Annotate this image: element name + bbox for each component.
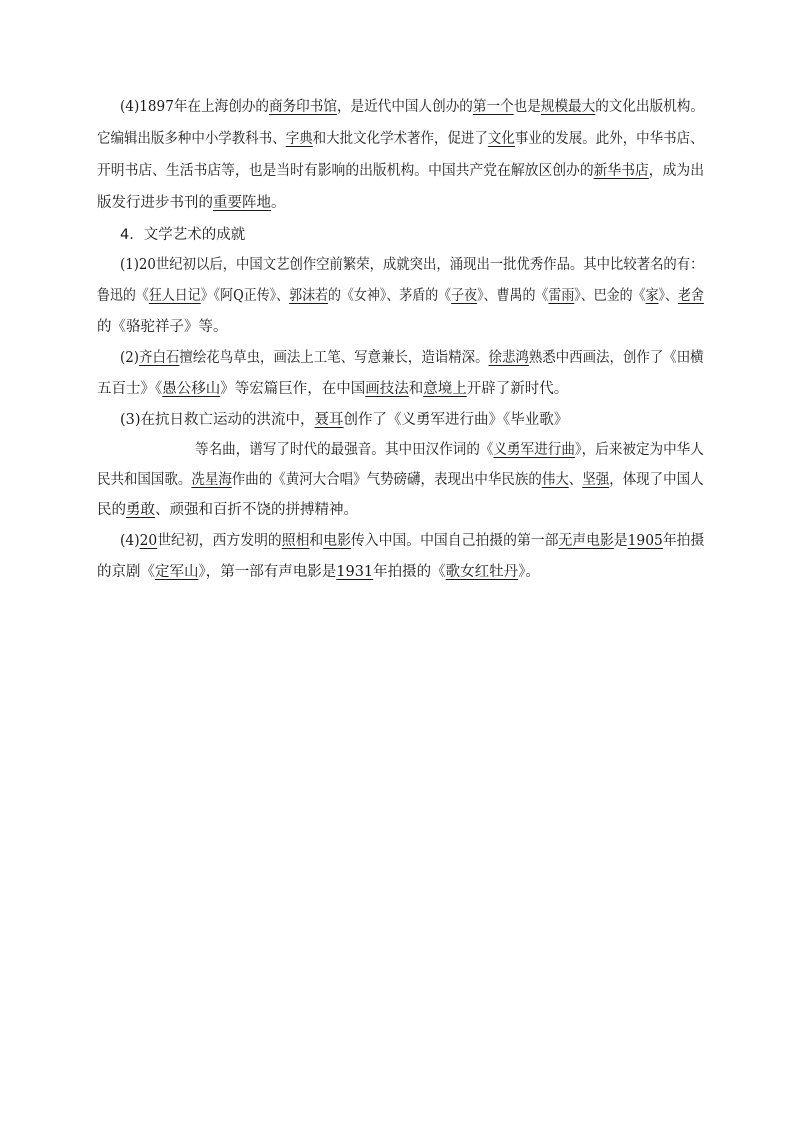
text-run: 也是 (513, 99, 541, 115)
underlined-answer: 字典 (285, 131, 313, 147)
text-run: 鲁迅的《 (97, 288, 149, 304)
text-run: 它编辑出版多种中小学教科书、 (97, 131, 286, 147)
underlined-answer: 老舍 (678, 288, 704, 304)
text-run: 》，后来被定为中华人 (574, 442, 704, 458)
text-run: 和 (309, 533, 324, 549)
underlined-answer: 歌女红牡丹 (445, 564, 519, 580)
text-run: (2) (120, 350, 140, 366)
text-run: 》、 (658, 288, 679, 304)
underlined-answer: 雷雨 (548, 288, 575, 304)
text-run: 开辟了新时代。 (466, 381, 569, 397)
underlined-answer: 电影 (323, 533, 351, 549)
text-line (195, 441, 704, 459)
text-run: 擅绘花鸟草虫，画法上工笔、写意兼长，造诣精深。 (179, 350, 489, 366)
text-run: 和 (408, 381, 424, 397)
text-line (120, 256, 704, 274)
text-line (97, 563, 540, 581)
underlined-answer: 愚公移山 (162, 381, 221, 397)
underlined-answer: 勇敢 (126, 502, 155, 518)
text-run: 是 (613, 533, 628, 549)
text-line (97, 318, 228, 336)
text-run: 的京剧《 (97, 564, 155, 580)
underlined-answer: 照相 (281, 533, 310, 549)
text-run: 的《骆驼祥子》等。 (97, 319, 228, 335)
text-run: 》、曹禺的《 (477, 288, 549, 304)
underlined-answer: 定军山 (155, 564, 199, 580)
text-run: ，是近代中国人创办的 (336, 99, 473, 115)
text-run: 五百士》《 (97, 381, 163, 397)
text-run: 的《女神》、茅盾的《 (328, 288, 452, 304)
text-run: 。 (271, 195, 286, 211)
text-line (97, 471, 704, 489)
text-run: (4)1897年在上海创办的 (120, 99, 270, 115)
underlined-answer: 文化 (487, 131, 515, 147)
text-run: 传入中国。中国自己拍摄的第一部 (350, 533, 559, 549)
text-run: ，体现了中国人 (609, 472, 704, 488)
text-run: 作曲的《黄河大合唱》气势磅礴，表现出中华民族的 (231, 472, 542, 488)
underlined-answer: 伟大 (541, 472, 569, 488)
underlined-answer: 冼星海 (191, 472, 232, 488)
text-run: 》《阿Q正传》、 (200, 288, 290, 304)
text-run: ，成为出 (648, 163, 704, 179)
text-line (97, 380, 568, 398)
text-run: 事业的发展。此外，中华书店、 (514, 131, 704, 147)
text-run: 》、巴金的《 (574, 288, 646, 304)
underlined-answer: 齐白石 (139, 350, 180, 366)
text-run: 和大批文化学术著作，促进了 (312, 131, 488, 147)
text-run: 》。 (518, 564, 540, 580)
underlined-answer: 20 (139, 533, 158, 549)
section-heading-text: 4．文学艺术的成就 (120, 227, 246, 243)
underlined-answer: 无声电影 (558, 533, 614, 549)
text-run: 年拍摄的《 (373, 564, 446, 580)
text-run: 开明书店、生活书店等，也是当时有影响的出版机构。中国共产党在解放区创办的 (97, 163, 594, 179)
text-line (97, 194, 286, 212)
underlined-answer: 重要阵地 (213, 195, 271, 211)
underlined-answer: 子夜 (451, 288, 478, 304)
underlined-answer: 家 (645, 288, 659, 304)
text-run: 等名曲，谱写了时代的最强音。其中田汉作词的《 (195, 442, 494, 458)
text-line (97, 501, 358, 519)
text-line (120, 411, 568, 429)
underlined-answer: 狂人日记 (148, 288, 201, 304)
underlined-answer: 1931 (336, 564, 374, 580)
text-run: 、顽强和百折不饶的拼搏精神。 (155, 502, 358, 518)
underlined-answer: 坚强 (582, 472, 610, 488)
text-run: 年拍摄 (662, 533, 705, 549)
underlined-answer: 规模最大 (540, 99, 596, 115)
underlined-answer: 意境上 (423, 381, 467, 397)
underlined-answer: 郭沫若 (289, 288, 329, 304)
underlined-answer: 第一个 (472, 99, 514, 115)
text-run: (3)在抗日救亡运动的洪流中， (120, 412, 315, 428)
text-run: 、 (568, 472, 583, 488)
text-line (97, 130, 704, 148)
underlined-answer: 聂耳 (314, 412, 344, 428)
underlined-answer: 画技法 (365, 381, 409, 397)
text-line (97, 287, 704, 305)
text-run: 熟悉中西画法，创作了《田横 (528, 350, 704, 366)
text-run: (1)20世纪初以后，中国文艺创作空前繁荣，成就突出，涌现出一批优秀作品。其中比较著名的有： (120, 257, 704, 273)
text-run: 创作了《义勇军进行曲》《毕业歌》 (343, 412, 569, 428)
text-run: (4) (120, 533, 140, 549)
text-run: 》等宏篇巨作，在中国 (220, 381, 366, 397)
text-run: 的文化出版机构。 (595, 99, 704, 115)
underlined-answer: 徐悲鸿 (488, 350, 529, 366)
text-line (120, 532, 704, 550)
underlined-answer: 商务印书馆 (269, 99, 337, 115)
underlined-answer: 新华书店 (593, 163, 649, 179)
text-run: 》，第一部有声电影是 (198, 564, 337, 580)
text-run: 版发行进步书刊的 (97, 195, 213, 211)
text-line (120, 349, 704, 367)
text-run: 世纪初，西方发明的 (157, 533, 282, 549)
text-run: 民的 (97, 502, 126, 518)
text-run: 民共和国国歌。 (97, 472, 192, 488)
underlined-answer: 1905 (627, 533, 663, 549)
text-line (97, 162, 704, 180)
text-line (120, 98, 704, 116)
underlined-answer: 义勇军进行曲 (493, 442, 575, 458)
